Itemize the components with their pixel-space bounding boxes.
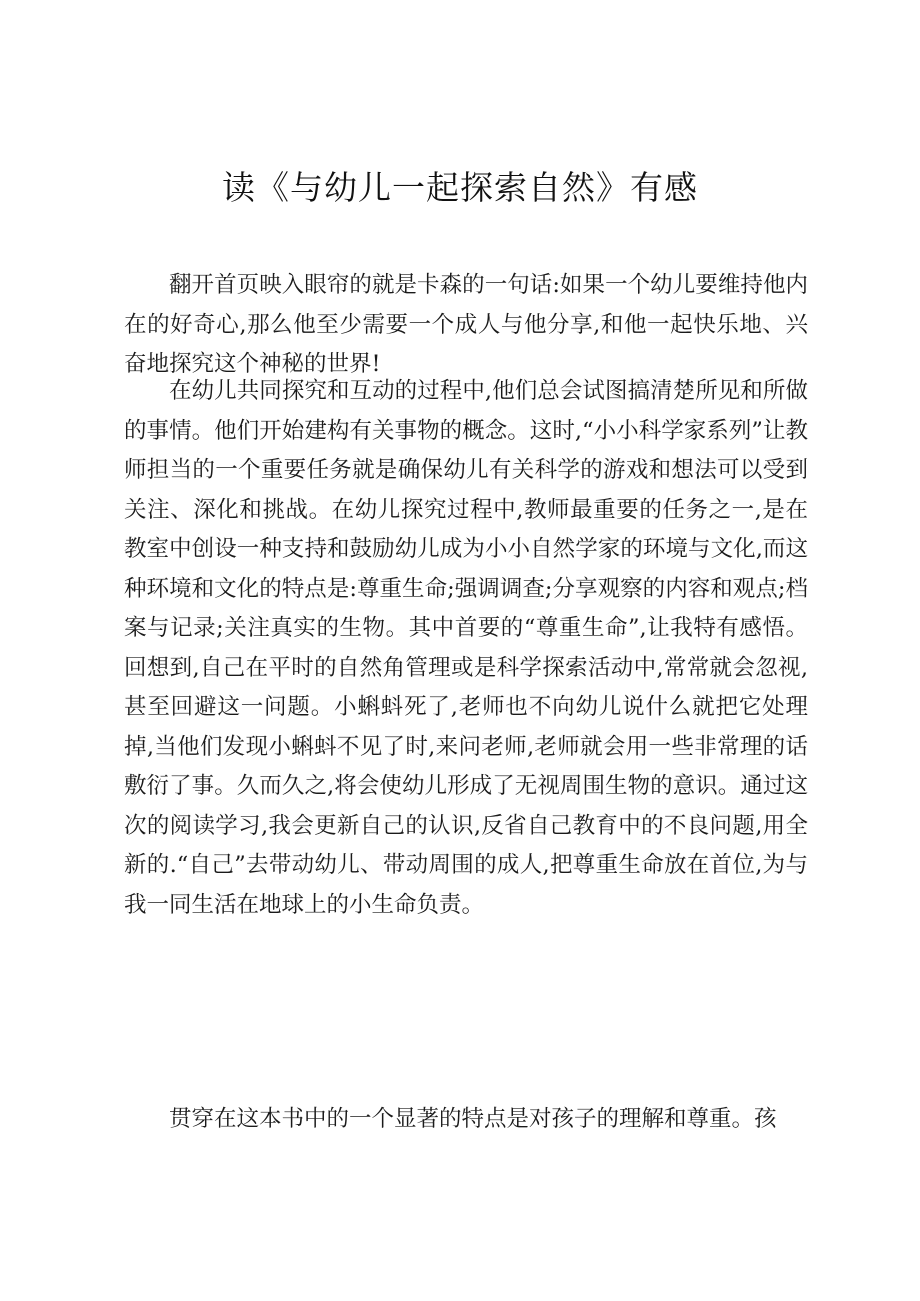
paragraph-3: 贯穿在这本书中的一个显著的特点是对孩子的理解和尊重。孩: [169, 1106, 777, 1132]
paragraph-1: 翻开首页映入眼帘的就是卡森的一句话:如果一个幼儿要维持他内在的好奇心,那么他至少需要一个成人与他分享,和他一起快乐地、兴奋地探究这个神秘的世界!: [124, 272, 808, 377]
paragraph-2: 在幼儿共同探究和互动的过程中,他们总会试图搞清楚所见和所做的事情。他们开始建构有关事物的概念。这时,“小小科学家系列”让教师担当的一个重要任务就是确保幼儿有关科学的游戏和想法可以受到关注、深化和挑战。在幼儿探究过程中,教师最重要的任务之一,是在教室中创设一种支持和鼓励幼儿成为小小自然学家的环境与文化,而这种环境和文化的特点是:尊重生命;强调调查;分享观察的内容和观点;档案与记录;关注真实的生物。其中首要的“尊重生命”,让我特有感悟。回想到,自己在平时的自然角管理或是科学探索活动中,常常就会忽视,甚至回避这一问题。小蝌蚪死了,老师也不向幼儿说什么就把它处理掉,当他们发现小蝌蚪不见了时,来问老师,老师就会用一些非常理的话敷衍了事。久而久之,将会使幼儿形成了无视周围生物的意识。通过这次的阅读学习,我会更新自己的认识,反省自己教育中的不良问题,用全新的.“自己”去带动幼儿、带动周围的成人,把尊重生命放在首位,为与我一同生活在地球上的小生命负责。: [124, 378, 808, 918]
page-title: 读《与幼儿一起探索自然》有感: [222, 168, 698, 207]
